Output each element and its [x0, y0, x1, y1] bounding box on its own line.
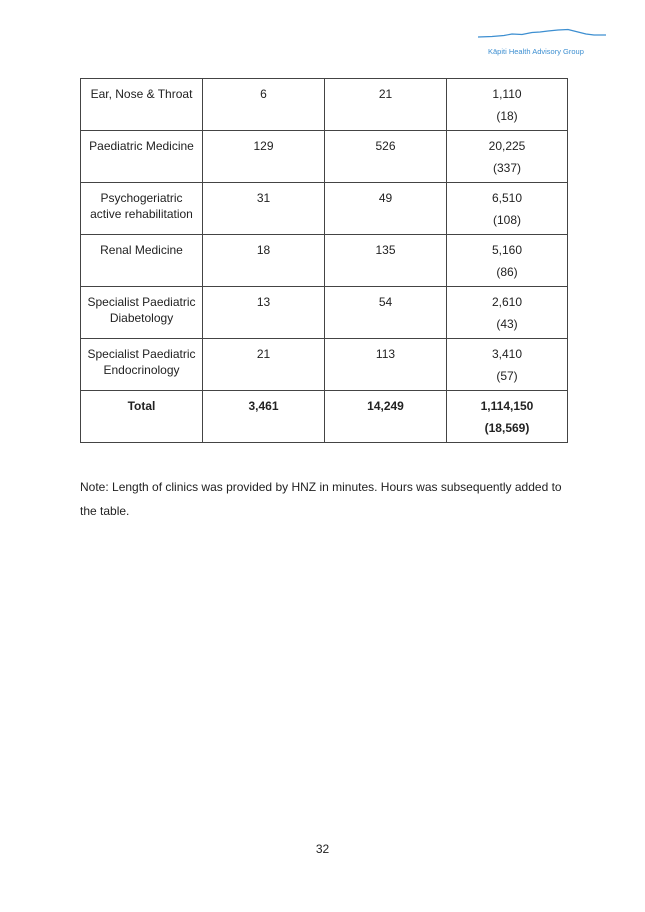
total-col2: 14,249	[325, 391, 447, 443]
row-hours: (86)	[496, 265, 518, 279]
row-col2: 113	[325, 339, 447, 391]
total-label: Total	[81, 391, 203, 443]
table-row	[81, 183, 568, 235]
table-row	[81, 287, 568, 339]
total-col3	[447, 391, 568, 443]
row-col1: 18	[203, 235, 325, 287]
row-col2: 135	[325, 235, 447, 287]
table-row	[81, 339, 568, 391]
table-row	[81, 79, 568, 131]
row-col1: 129	[203, 131, 325, 183]
row-minutes: 5,160	[491, 243, 523, 257]
row-hours: (43)	[496, 317, 518, 331]
table-row	[81, 131, 568, 183]
row-hours: (57)	[496, 369, 518, 383]
row-minutes: 2,610	[491, 295, 523, 309]
row-name: Renal Medicine	[81, 235, 203, 287]
row-col3	[447, 235, 568, 287]
row-hours: (337)	[492, 161, 521, 175]
row-col1: 31	[203, 183, 325, 235]
logo-text: Kāpiti Health Advisory Group	[488, 47, 584, 56]
row-name: Paediatric Medicine	[81, 131, 203, 183]
row-name: Specialist Paediatric Diabetology	[81, 287, 203, 339]
row-name: Psychogeriatric active rehabilitation	[81, 183, 203, 235]
row-col2: 526	[325, 131, 447, 183]
total-hours: (18,569)	[484, 421, 530, 435]
row-minutes: 1,110	[492, 87, 522, 101]
total-row	[81, 391, 568, 443]
row-col2: 21	[325, 79, 447, 131]
row-minutes: 6,510	[491, 191, 523, 205]
row-col3	[447, 131, 568, 183]
mountain-line-icon	[478, 24, 606, 44]
row-col1: 21	[203, 339, 325, 391]
table-row	[81, 235, 568, 287]
row-minutes: 3,410	[491, 347, 523, 361]
row-col1: 6	[203, 79, 325, 131]
row-col3	[447, 287, 568, 339]
page-number: 32	[315, 842, 330, 856]
row-col3	[447, 183, 568, 235]
row-minutes: 20,225	[488, 139, 526, 153]
clinic-table	[80, 78, 568, 443]
row-col1: 13	[203, 287, 325, 339]
row-col2: 54	[325, 287, 447, 339]
table-note: Note: Length of clinics was provided by HNZ in minutes. Hours was subsequently added to the table.	[80, 480, 562, 518]
row-col3	[447, 79, 568, 131]
row-hours: (18)	[496, 109, 518, 123]
row-name: Specialist Paediatric Endocrinology	[81, 339, 203, 391]
header-logo	[478, 24, 606, 60]
total-col1: 3,461	[203, 391, 325, 443]
row-name: Ear, Nose & Throat	[81, 79, 203, 131]
row-hours: (108)	[492, 213, 521, 227]
row-col3	[447, 339, 568, 391]
total-minutes: 1,114,150	[480, 399, 534, 413]
row-col2: 49	[325, 183, 447, 235]
